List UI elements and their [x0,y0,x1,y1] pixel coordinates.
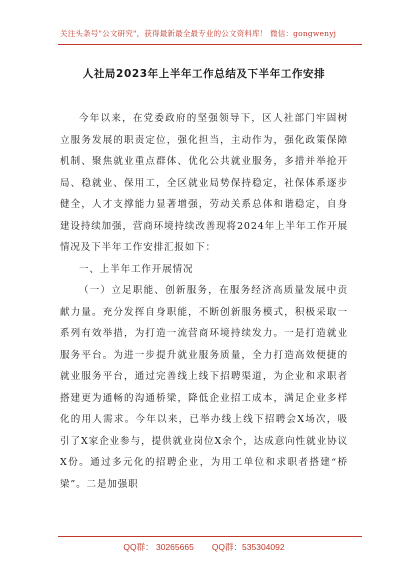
intro-paragraph: 今年以来，在党委政府的坚强领导下，区人社部门牢固树立服务发展的职责定位，强化担当，主动作为，强化政策保障机制、聚焦就业重点群体、优化公共就业服务，多措并举抢开局、稳就业、保用工，全区就业局势保持稳定，社保体系逐步健全，人才支撑能力显著增强，劳动关系总体和谐稳定，自身建设持续加强，营商环境持续改善现将2024年上半年工作开展情况及下半年工作安排汇报如下： [60,113,348,253]
footer-qq-group-2: QQ群：535304092 [211,542,285,552]
footer-qq-group-1: QQ群： 30265665 [123,542,194,552]
header-banner: 关注头条号"公文研究"，获得最新最全最专业的公文资料库！ 微信：gongwenyj [60,29,337,38]
section-paragraph: （一）立足职能、创新服务，在服务经济高质量发展中贡献力量。充分发挥自身职能，不断创新服务模式，积极采取一系列有效举措，为打造一流营商环境持续发力。一是打造就业服务平台。为进一步提升就业服务质量，全力打造高效便捷的就业服务平台，通过完善线上线下招聘渠道，为企业和求职者搭建更为通畅的沟通桥梁，降低企业招工成本，满足企业多样化的用人需求。今年以来，已举办线上线下招聘会X场次，吸引了X家企业参与，提供就业岗位X余个，达成意向性就业协议X份。通过多元化的招聘企业，为用工单位和求职者搭建“桥梁”。二是加强职 [60,285,348,490]
document-title: 人社局2023年上半年工作总结及下半年工作安排 [82,68,326,80]
footer [0,541,408,553]
header-divider [58,44,362,45]
document-body [60,108,348,495]
section-heading: 一、上半年工作开展情况 [79,263,194,275]
footer-divider [58,536,362,537]
